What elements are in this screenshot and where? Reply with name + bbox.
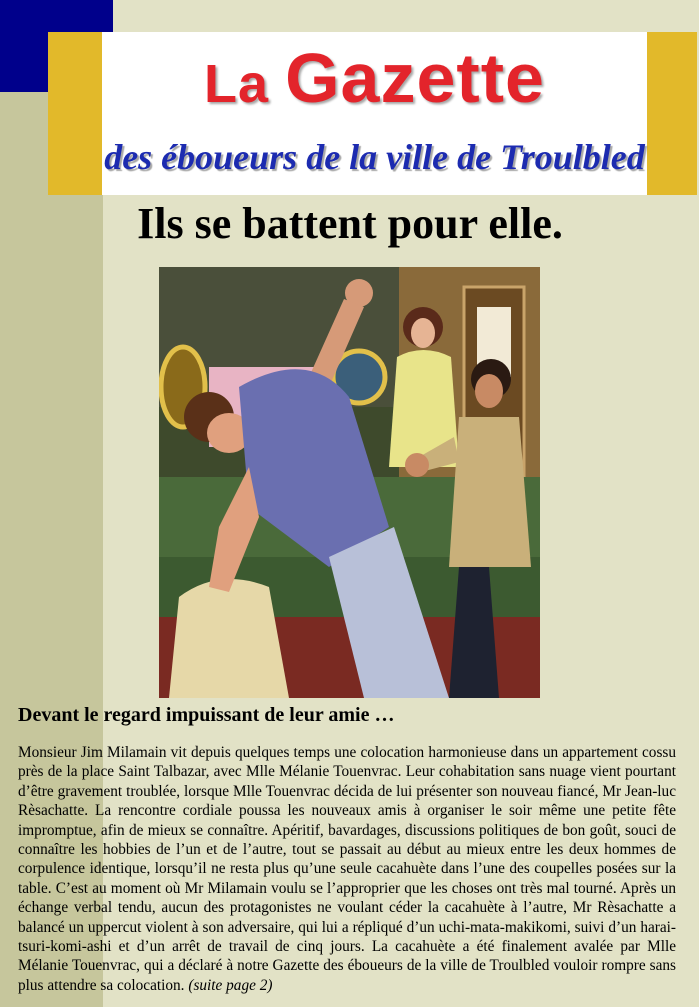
newspaper-title [102, 38, 647, 118]
article-headline: Ils se battent pour elle. [137, 199, 563, 248]
continued-link[interactable]: (suite page 2) [188, 976, 273, 994]
title-la: La [204, 54, 270, 114]
title-gazette: Gazette [285, 39, 545, 117]
newspaper-subtitle: des éboueurs de la ville de Troulbled [104, 137, 645, 177]
article-body-text: Monsieur Jim Milamain vit depuis quelques temps une colocation harmonieuse dans un appartement cossu près de la place Saint Talbazar, avec Mlle Mélanie Touenvrac. Leur cohabitation sans nuage vient pourtant d’être gravement troublée, lorsque Mlle Touenvrac décida de lui présenter son nouveau fiancé, Mr Jean-luc Rèsachatte. La rencontre cordiale poussa les nouveaux amis à organiser le soir même une petite fête impromptue, afin de mieux se connaître. Apéritif, bavardages, discussions politiques de bon goût, souci de connaître les hobbies de l’un et de l’autre, tout se passait au début au mieux entre les deux hommes de corpulence identique, lorsqu’il ne resta plus qu’une seule cacahuète dans l’une des coupelles posées sur la table. C’est au moment où Mr Milamain voulu se l’approprier que les choses ont très mal tourné. Après un échange verbal tendu, aucun des protagonistes ne voulant céder la cacahuète à l’autre, Mr Rèsachatte a balancé un uppercut violent à son adversaire, qui lui a répliqué d’un uchi-mata-makikomi, suivi d’un harai-tsuri-komi-ashi et d’un arrêt de travail de cinq jours. La cacahuète a été finalement avalée par Mlle Mélanie Touenvrac, qui a déclaré à notre Gazette des éboueurs de la ville de Troulbled vouloir rompre sans plus attendre sa colocation. [18, 744, 676, 994]
masthead-logo-panel [102, 32, 647, 195]
article-subheadline: Devant le regard impuissant de leur amie … [18, 704, 395, 726]
article-photo [159, 267, 540, 698]
masthead [48, 32, 697, 195]
article-body [18, 743, 676, 995]
